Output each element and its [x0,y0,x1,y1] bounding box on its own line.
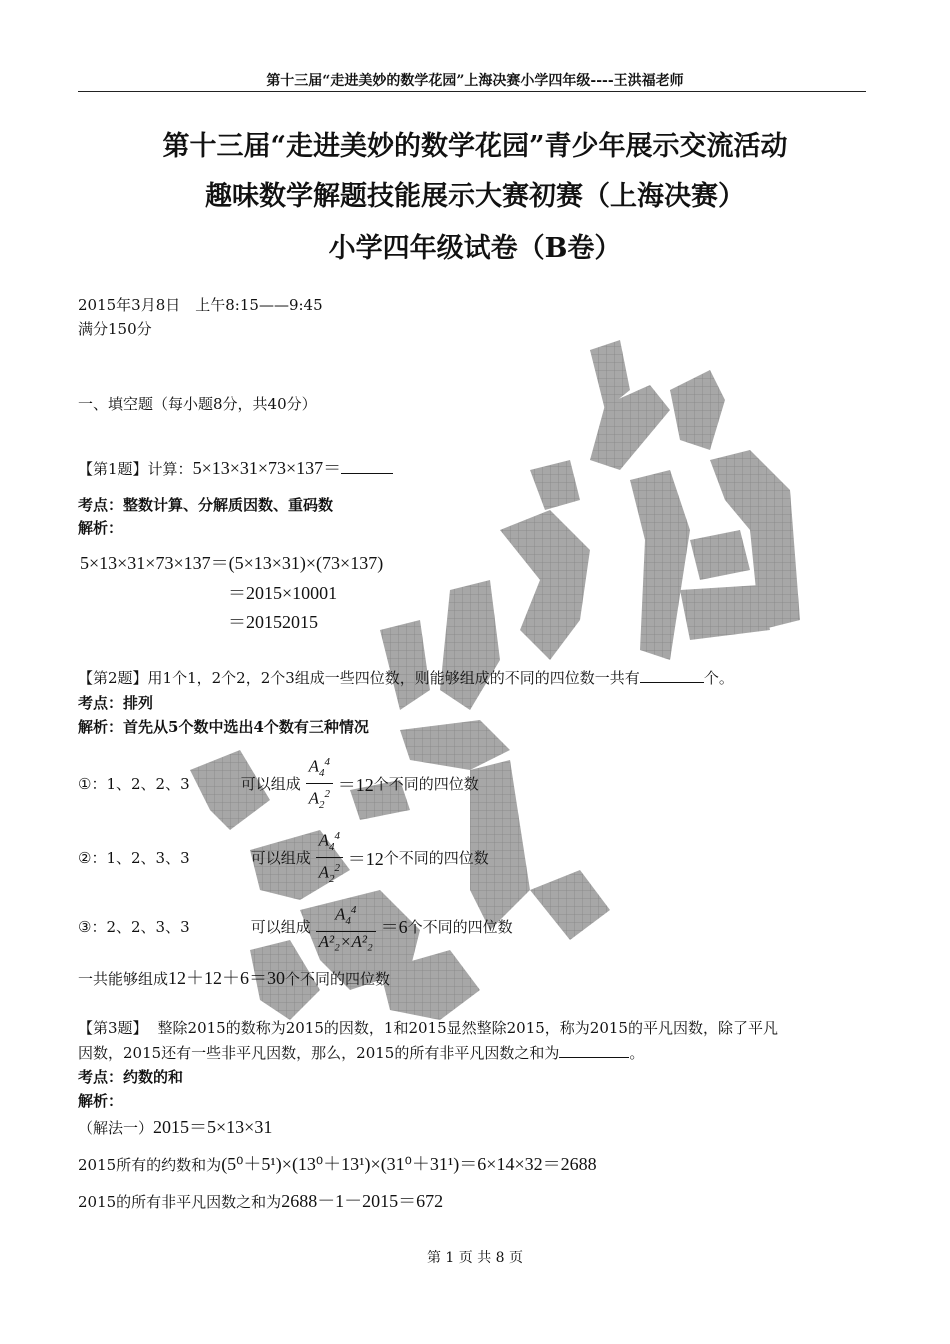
question-text: 整除2015的数称为2015的因数，1和2015显然整除2015，称为2015的平凡因数，除了平凡 [157,1019,778,1037]
numerator-sup: 4 [334,830,340,842]
fraction-denominator: A²₂×A²₂ [316,931,376,952]
line-pre: 2015所有的约数和为 [78,1156,222,1174]
q3-keypoint: 考点：约数的和 [78,1068,184,1086]
exam-date: 2015年3月8日 上午8:15——9:45 [78,296,323,314]
case-label: ②：1、2、3、3 [78,849,190,868]
total-suffix: 个不同的四位数 [285,970,391,988]
case-suffix: 个不同的四位数 [373,775,479,794]
fraction-numerator: A [335,904,346,924]
case-label: ③：2、2、3、3 [78,917,190,936]
title-line-1: 第十三届“走进美妙的数学花园”青少年展示交流活动 [162,131,788,162]
fraction-denominator: A [308,788,319,808]
case-1 [78,752,479,815]
method-expression: 2015＝5×13×31 [153,1117,273,1137]
case-result: ＝6 [380,917,408,938]
denominator-sup: 2 [334,862,340,875]
q1-keypoint: 考点：整数计算、分解质因数、重码数 [78,496,334,514]
case-suffix: 个不同的四位数 [407,917,513,936]
question-label: 【第1题】 [78,460,148,478]
line-expression: (5⁰＋5¹)×(13⁰＋13¹)×(31⁰＋31¹)＝6×14×32＝2688 [221,1154,597,1174]
question-tail: 个。 [703,669,734,687]
section-heading: 一、填空题（每小题8分，共40分） [78,395,317,413]
page-footer: 第 1 页 共 8 页 [426,1250,524,1266]
question-text: 用1个1，2个2，2个3组成一些四位数，则能够组成的不同的四位数一共有 [147,669,640,687]
question-text: 计算： [147,460,193,478]
fraction [316,900,376,952]
q3-analysis-label: 解析： [78,1092,124,1110]
q3-result [78,1187,443,1213]
fraction-numerator: A [318,830,329,850]
case-label: ①：1、2、2、3 [78,775,190,794]
q1-step-2: ＝2015×10001 [228,583,338,603]
question-3-line-1 [78,1017,778,1038]
q2-keypoint: 考点：排列 [78,694,154,712]
case-result: ＝12 [337,774,374,795]
fraction-numerator: A [308,756,319,776]
question-expression: 5×13×31×73×137＝ [192,458,342,478]
q1-analysis-label: 解析： [78,519,124,537]
case-pre: 可以组成 [250,917,311,936]
denominator-sub: 2 [328,873,335,886]
denominator-sup: 2 [324,788,330,801]
question-tail: 。 [629,1044,645,1062]
case-result: ＝12 [347,848,384,869]
q1-step-1: 5×13×31×73×137＝(5×13×31)×(73×137) [80,553,384,573]
numerator-sub: 4 [328,841,335,854]
full-score: 满分150分 [78,320,152,338]
running-header: 第十三届“走进美妙的数学花园”上海决赛小学四年级----王洪福老师 [266,73,684,89]
q1-step-3: ＝20152015 [228,612,318,632]
header-rule [78,91,866,92]
title-line-2: 趣味数学解题技能展示大赛初赛（上海决赛） [205,181,745,212]
question-3-line-2 [78,1042,644,1063]
answer-blank[interactable] [559,1043,629,1058]
total-pre: 一共能够组成 [78,970,169,988]
case-suffix: 个不同的四位数 [383,849,489,868]
fraction [306,752,333,815]
question-text: 因数，2015还有一些非平凡因数，那么，2015的所有非平凡因数之和为 [78,1044,560,1062]
question-label: 【第3题】 [78,1019,148,1037]
fraction-denominator: A [318,862,329,882]
answer-blank[interactable] [341,459,393,474]
numerator-sup: 4 [350,904,357,916]
q3-divisor-sum [78,1150,597,1176]
question-1 [78,454,393,480]
question-label: 【第2题】 [78,669,148,687]
q2-analysis [78,716,369,737]
numerator-sup: 4 [324,756,330,768]
question-2 [78,667,734,688]
case-2 [78,826,489,889]
title-line-3: 小学四年级试卷（B卷） [328,233,622,264]
denominator-sub: 2 [318,799,325,812]
case-pre: 可以组成 [240,775,301,794]
case-pre: 可以组成 [250,849,311,868]
q2-total [78,964,390,990]
line-expression: 2688－1－2015＝672 [281,1191,444,1211]
q3-method [78,1113,272,1139]
fraction [316,826,343,889]
numerator-sub: 4 [345,915,351,928]
case-3 [78,900,513,952]
q2-analysis-text: 解析：首先从5个数中选出4个数有三种情况 [78,718,369,736]
numerator-sub: 4 [318,767,325,780]
answer-blank[interactable] [640,668,704,683]
total-expression: 12＋12＋6＝30 [168,968,286,988]
method-label: （解法一） [78,1119,154,1137]
line-pre: 2015的所有非平凡因数之和为 [78,1193,282,1211]
